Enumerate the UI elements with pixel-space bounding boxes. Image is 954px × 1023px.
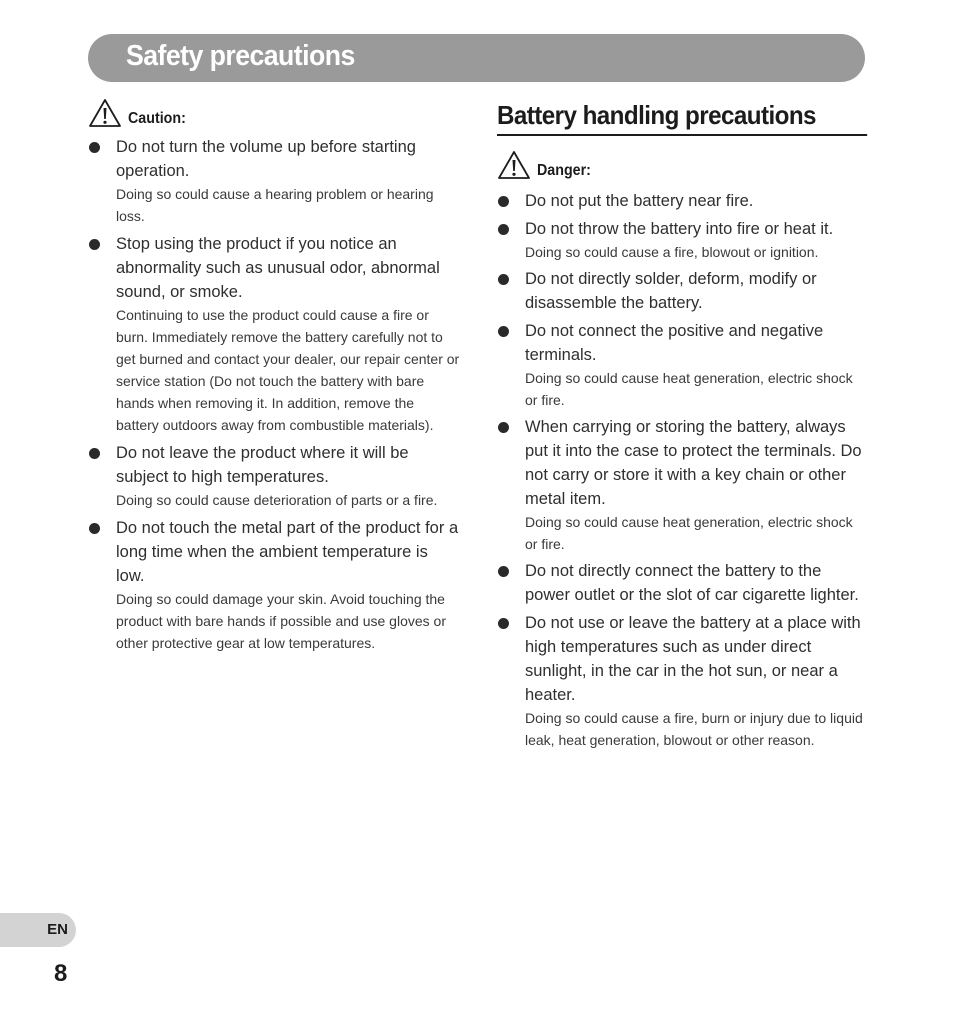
battery-column (497, 100, 867, 751)
list-item (497, 559, 867, 607)
list-item (497, 189, 867, 213)
caution-heading (88, 98, 460, 128)
bullet-dot-icon (498, 566, 509, 577)
bullet-dot-icon (498, 326, 509, 337)
bullet-dot-icon (498, 274, 509, 285)
language-tab (0, 913, 76, 947)
warning-triangle-icon (497, 150, 531, 180)
header-bar (88, 34, 865, 82)
item-note: Doing so could cause heat generation, electric shock or fire. (525, 370, 853, 408)
list-item (88, 232, 460, 436)
item-text: Do not use or leave the battery at a place with high temperatures such as under direct sunlight, in the car in the hot sun, or near a heater. (525, 614, 861, 704)
caution-label: Caution: (128, 110, 186, 127)
page-title: Safety precautions (126, 40, 355, 72)
item-note: Doing so could cause heat generation, electric shock or fire. (525, 514, 853, 552)
item-note: Doing so could cause a hearing problem or hearing loss. (116, 186, 434, 224)
bullet-dot-icon (89, 239, 100, 250)
language-label: EN (47, 921, 68, 938)
bullet-dot-icon (89, 448, 100, 459)
item-text: Do not turn the volume up before starting operation. (116, 138, 416, 180)
item-note: Doing so could cause deterioration of parts or a fire. (116, 492, 438, 508)
item-text: Do not throw the battery into fire or heat it. (525, 220, 834, 238)
item-note: Doing so could cause a fire, blowout or ignition. (525, 244, 819, 260)
list-item (497, 319, 867, 411)
list-item (497, 267, 867, 315)
item-note: Continuing to use the product could cause a fire or burn. Immediately remove the battery carefully not to get burned and contact your dealer, our repair center or service station (Do not touch the battery with bare hands when removing it. In addition, remove the battery outdoors away from combustible materials). (116, 307, 460, 433)
list-item (497, 415, 867, 555)
warning-triangle-icon (88, 98, 122, 128)
item-text: When carrying or storing the battery, always put it into the case to protect the terminals. Do not carry or store it with a key chain or other metal item. (525, 418, 862, 508)
item-text: Do not directly connect the battery to the power outlet or the slot of car cigarette lighter. (525, 562, 859, 604)
bullet-dot-icon (498, 196, 509, 207)
danger-heading (497, 150, 867, 180)
list-item (88, 135, 460, 227)
caution-list (88, 135, 460, 654)
item-note: Doing so could cause a fire, burn or injury due to liquid leak, heat generation, blowout or other reason. (525, 710, 863, 748)
bullet-dot-icon (498, 224, 509, 235)
list-item (497, 217, 867, 263)
item-note: Doing so could damage your skin. Avoid touching the product with bare hands if possible and use gloves or other protective gear at low temperatures. (116, 591, 446, 651)
page-number: 8 (54, 960, 68, 987)
item-text: Do not put the battery near fire. (525, 192, 754, 210)
caution-column (88, 98, 460, 654)
bullet-dot-icon (89, 523, 100, 534)
list-item (88, 516, 460, 654)
bullet-dot-icon (89, 142, 100, 153)
section-title: Battery handling precautions (497, 100, 867, 136)
list-item (88, 441, 460, 511)
item-text: Do not connect the positive and negative terminals. (525, 322, 824, 364)
item-text: Do not leave the product where it will be subject to high temperatures. (116, 444, 409, 486)
battery-list (497, 189, 867, 751)
bullet-dot-icon (498, 422, 509, 433)
list-item (497, 611, 867, 751)
bullet-dot-icon (498, 618, 509, 629)
item-text: Do not touch the metal part of the product for a long time when the ambient temperature is low. (116, 519, 459, 585)
item-text: Do not directly solder, deform, modify or disassemble the battery. (525, 270, 817, 312)
item-text: Stop using the product if you notice an abnormality such as unusual odor, abnormal sound, or smoke. (116, 235, 440, 301)
danger-label: Danger: (537, 162, 591, 179)
